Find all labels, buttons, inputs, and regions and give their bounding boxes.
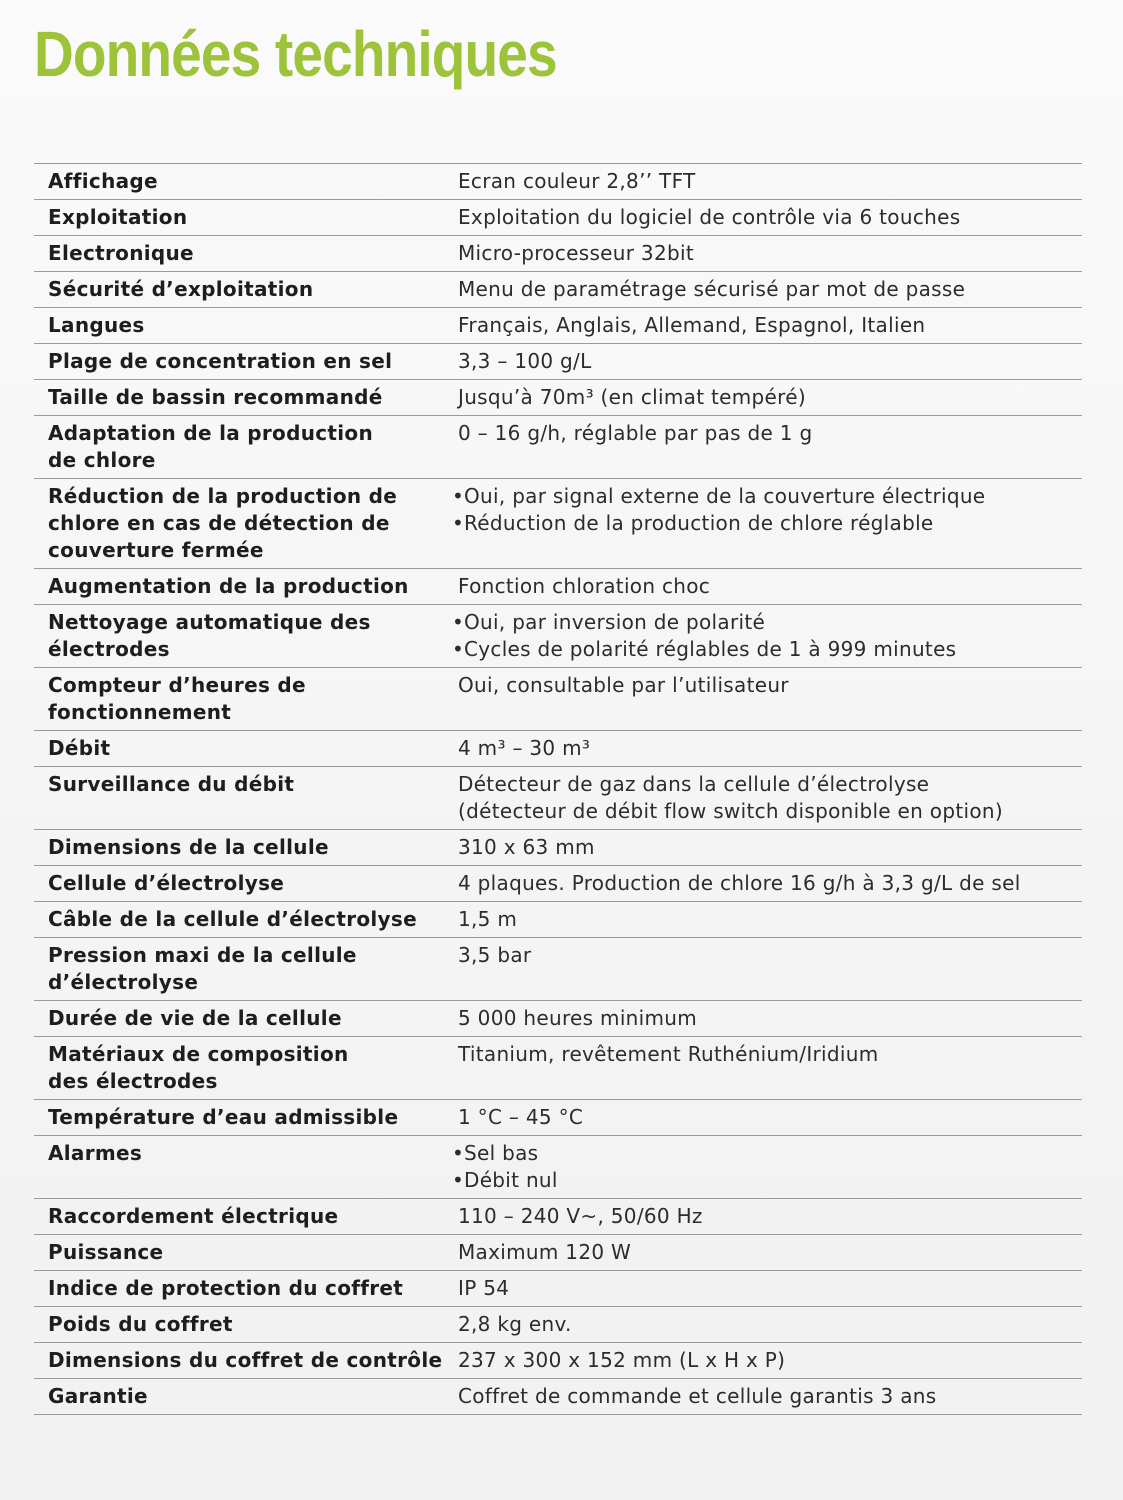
spec-label-line: des électrodes [48, 1069, 218, 1093]
spec-value-line: Oui, consultable par l’utilisateur [458, 673, 789, 697]
spec-label [34, 1379, 458, 1415]
spec-label [34, 236, 458, 272]
spec-label-line: Compteur d’heures de [48, 673, 306, 697]
spec-value [458, 1199, 1082, 1235]
spec-row [34, 1379, 1082, 1415]
spec-value-bullet: • Débit nul [452, 1167, 1082, 1194]
spec-value-line: 4 m³ – 30 m³ [458, 736, 591, 760]
spec-label-line: chlore en cas de détection de [48, 511, 390, 535]
spec-value-bullet: • Sel bas [452, 1140, 1082, 1167]
spec-label-line: Matériaux de composition [48, 1042, 349, 1066]
spec-value-bullet: • Réduction de la production de chlore réglable [452, 510, 1082, 537]
spec-label [34, 272, 458, 308]
spec-label [34, 1136, 458, 1199]
spec-label-line: d’électrolyse [48, 970, 199, 994]
spec-label-line: Poids du coffret [48, 1312, 233, 1336]
spec-value-line: 1 °C – 45 °C [458, 1105, 584, 1129]
spec-row [34, 308, 1082, 344]
spec-value-line: (détecteur de débit flow switch disponible en option) [458, 799, 1003, 823]
spec-value [458, 731, 1082, 767]
spec-label [34, 200, 458, 236]
spec-table [34, 163, 1082, 1415]
spec-value [458, 1100, 1082, 1136]
spec-row [34, 866, 1082, 902]
spec-label-line: Langues [48, 313, 145, 337]
spec-label [34, 479, 458, 569]
spec-label [34, 1235, 458, 1271]
spec-row [34, 1001, 1082, 1037]
spec-row [34, 1307, 1082, 1343]
spec-label [34, 416, 458, 479]
spec-row [34, 830, 1082, 866]
spec-label [34, 1037, 458, 1100]
spec-label-line: Durée de vie de la cellule [48, 1006, 342, 1030]
spec-row [34, 200, 1082, 236]
spec-row [34, 479, 1082, 569]
spec-label-line: Nettoyage automatique des [48, 610, 371, 634]
spec-row [34, 236, 1082, 272]
spec-row [34, 668, 1082, 731]
spec-label [34, 668, 458, 731]
spec-label-line: Débit [48, 736, 111, 760]
spec-label [34, 308, 458, 344]
spec-value [458, 1343, 1082, 1379]
spec-label-line: Cellule d’électrolyse [48, 871, 285, 895]
spec-label [34, 605, 458, 668]
spec-label [34, 1001, 458, 1037]
spec-label [34, 866, 458, 902]
spec-label-line: Augmentation de la production [48, 574, 409, 598]
spec-value-line: Micro-processeur 32bit [458, 241, 694, 265]
spec-value-bullet: • Cycles de polarité réglables de 1 à 999 minutes [452, 636, 1082, 663]
spec-label-line: Câble de la cellule d’électrolyse [48, 907, 417, 931]
spec-value [458, 1037, 1082, 1100]
spec-value [458, 416, 1082, 479]
spec-label-line: Raccordement électrique [48, 1204, 339, 1228]
spec-value [458, 200, 1082, 236]
spec-label-line: Electronique [48, 241, 194, 265]
spec-label [34, 1271, 458, 1307]
spec-row [34, 272, 1082, 308]
spec-row [34, 1271, 1082, 1307]
spec-value-line: Fonction chloration choc [458, 574, 711, 598]
spec-value [458, 1136, 1082, 1199]
spec-label [34, 344, 458, 380]
spec-label-line: de chlore [48, 448, 156, 472]
spec-value-line: 0 – 16 g/h, réglable par pas de 1 g [458, 421, 813, 445]
spec-value [458, 1271, 1082, 1307]
spec-value-line: Détecteur de gaz dans la cellule d’électrolyse [458, 772, 930, 796]
spec-value-bullet: • Oui, par inversion de polarité [452, 609, 1082, 636]
spec-value-line: IP 54 [458, 1276, 510, 1300]
spec-value [458, 569, 1082, 605]
spec-value [458, 668, 1082, 731]
spec-label-line: Indice de protection du coffret [48, 1276, 404, 1300]
spec-value [458, 830, 1082, 866]
spec-label [34, 902, 458, 938]
spec-value-line: 110 – 240 V~, 50/60 Hz [458, 1204, 703, 1228]
spec-value [458, 1379, 1082, 1415]
spec-value [458, 767, 1082, 830]
spec-value [458, 902, 1082, 938]
spec-row [34, 164, 1082, 200]
spec-label [34, 1199, 458, 1235]
spec-row [34, 344, 1082, 380]
spec-value [458, 866, 1082, 902]
spec-value-line: 5 000 heures minimum [458, 1006, 698, 1030]
spec-row [34, 569, 1082, 605]
spec-value-line: Maximum 120 W [458, 1240, 632, 1264]
spec-label-line: couverture fermée [48, 538, 264, 562]
spec-value-line: 237 x 300 x 152 mm (L x H x P) [458, 1348, 786, 1372]
spec-value [458, 236, 1082, 272]
spec-value-line: Exploitation du logiciel de contrôle via 6 touches [458, 205, 961, 229]
spec-value [458, 1307, 1082, 1343]
spec-label-line: Plage de concentration en sel [48, 349, 393, 373]
spec-value [458, 938, 1082, 1001]
spec-value-line: 310 x 63 mm [458, 835, 595, 859]
spec-row [34, 1199, 1082, 1235]
spec-label-line: Réduction de la production de [48, 484, 398, 508]
spec-value [458, 272, 1082, 308]
spec-value [458, 380, 1082, 416]
spec-value [458, 164, 1082, 200]
spec-value-line: Ecran couleur 2,8’’ TFT [458, 169, 696, 193]
spec-value-line: Jusqu’à 70m³ (en climat tempéré) [458, 385, 806, 409]
spec-label [34, 1100, 458, 1136]
spec-label-line: fonctionnement [48, 700, 232, 724]
spec-label-line: Sécurité d’exploitation [48, 277, 314, 301]
spec-row [34, 1037, 1082, 1100]
spec-label-line: Adaptation de la production [48, 421, 374, 445]
spec-row [34, 1343, 1082, 1379]
spec-label-line: Garantie [48, 1384, 148, 1408]
spec-label-line: Dimensions de la cellule [48, 835, 329, 859]
spec-label-line: Puissance [48, 1240, 164, 1264]
spec-label [34, 380, 458, 416]
spec-label-line: Affichage [48, 169, 158, 193]
spec-value [458, 344, 1082, 380]
spec-row [34, 902, 1082, 938]
spec-value-line: Menu de paramétrage sécurisé par mot de passe [458, 277, 966, 301]
spec-row [34, 1136, 1082, 1199]
spec-label-line: Température d’eau admissible [48, 1105, 399, 1129]
spec-value-line: 1,5 m [458, 907, 518, 931]
spec-value [458, 479, 1082, 569]
spec-value [458, 605, 1082, 668]
spec-value-line: 3,5 bar [458, 943, 532, 967]
spec-value-line: Coffret de commande et cellule garantis 3 ans [458, 1384, 937, 1408]
spec-value-line: Français, Anglais, Allemand, Espagnol, Italien [458, 313, 926, 337]
spec-label-line: électrodes [48, 637, 170, 661]
spec-row [34, 416, 1082, 479]
spec-label [34, 569, 458, 605]
spec-row [34, 380, 1082, 416]
spec-label [34, 1307, 458, 1343]
spec-label-line: Dimensions du coffret de contrôle [48, 1348, 443, 1372]
spec-label [34, 767, 458, 830]
spec-table-body [34, 164, 1082, 1415]
spec-label-line: Surveillance du débit [48, 772, 295, 796]
spec-label-line: Alarmes [48, 1141, 143, 1165]
spec-value-line: 3,3 – 100 g/L [458, 349, 592, 373]
spec-value-bullet: • Oui, par signal externe de la couverture électrique [452, 483, 1082, 510]
spec-row [34, 767, 1082, 830]
spec-value [458, 1001, 1082, 1037]
spec-label [34, 731, 458, 767]
spec-row [34, 938, 1082, 1001]
spec-value-line: 4 plaques. Production de chlore 16 g/h à 3,3 g/L de sel [458, 871, 1021, 895]
spec-label [34, 830, 458, 866]
spec-row [34, 605, 1082, 668]
spec-row [34, 1235, 1082, 1271]
spec-value-line: Titanium, revêtement Ruthénium/Iridium [458, 1042, 879, 1066]
spec-row [34, 1100, 1082, 1136]
spec-label [34, 1343, 458, 1379]
spec-value [458, 1235, 1082, 1271]
spec-label [34, 938, 458, 1001]
spec-row [34, 731, 1082, 767]
spec-label-line: Pression maxi de la cellule [48, 943, 357, 967]
spec-label [34, 164, 458, 200]
spec-label-line: Taille de bassin recommandé [48, 385, 383, 409]
spec-label-line: Exploitation [48, 205, 188, 229]
spec-value-line: 2,8 kg env. [458, 1312, 572, 1336]
page-title: Données techniques [34, 18, 557, 90]
spec-value [458, 308, 1082, 344]
